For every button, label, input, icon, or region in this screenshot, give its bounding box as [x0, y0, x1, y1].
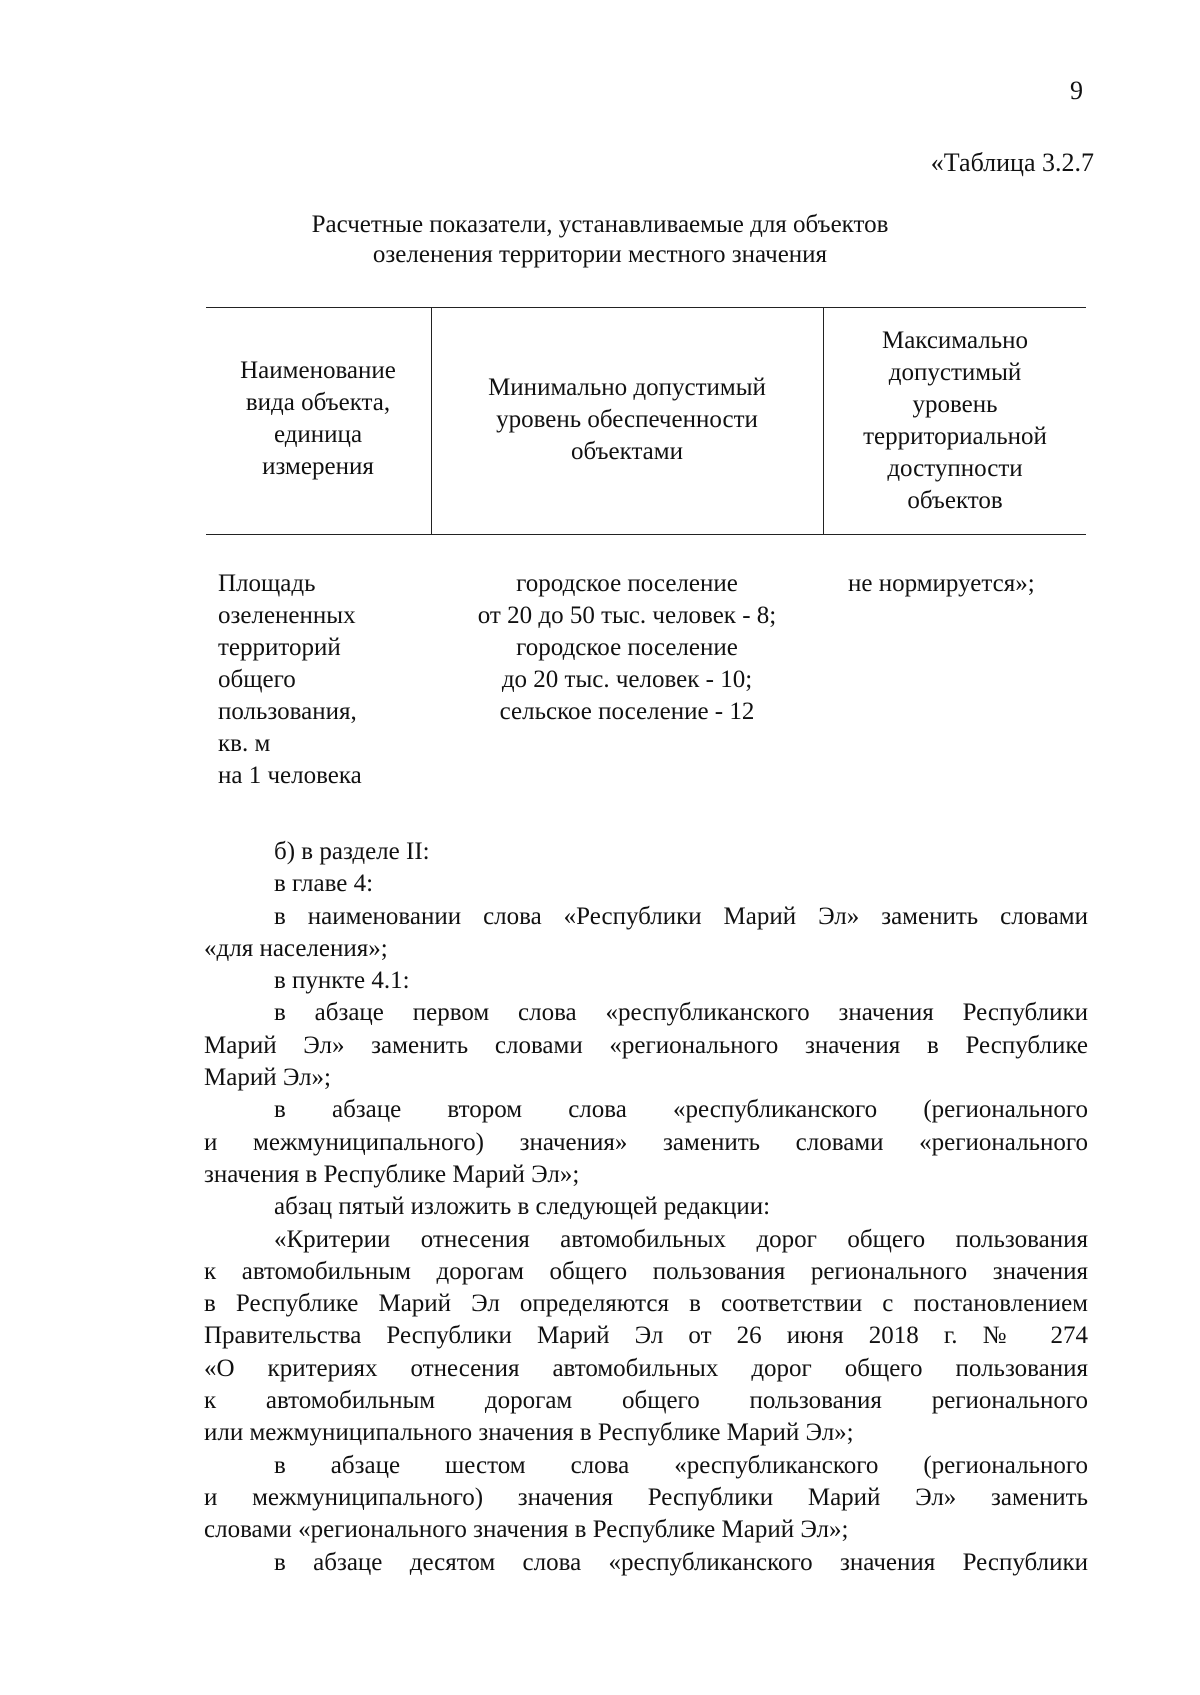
table-top-rule: [206, 307, 1086, 308]
cell-line: кв. м: [218, 730, 271, 757]
body-line: Марий Эл»;: [204, 1064, 331, 1092]
table-header-rule: [206, 534, 1086, 535]
body-line: в Республике Марий Эл определяются в соответствии с постановлением: [204, 1290, 1088, 1318]
body-line: «для населения»;: [204, 934, 388, 962]
table-cell-object-name: [218, 568, 428, 792]
page-number: 9: [1070, 76, 1083, 105]
cell-line: на 1 человека: [218, 762, 362, 789]
body-line: в абзаце шестом слова «республиканского (регионального: [274, 1451, 1088, 1479]
body-line: в наименовании слова «Республики Марий Эл» заменить словами: [274, 902, 1088, 930]
body-line: к автомобильным дорогам общего пользования регионального: [204, 1387, 1088, 1415]
header-line: единица: [273, 421, 363, 448]
body-line: и межмуниципального) значения» заменить словами «регионального: [204, 1128, 1088, 1156]
body-line: в абзаце первом слова «республиканского значения Республики: [274, 999, 1088, 1027]
cell-line: сельское поселение - 12: [499, 698, 755, 725]
body-line: Марий Эл» заменить словами «регионального значения в Республике: [204, 1031, 1088, 1059]
body-line: в пункте 4.1:: [274, 967, 410, 995]
body-line: или межмуниципального значения в Республике Марий Эл»;: [204, 1419, 854, 1447]
cell-line: общего: [218, 666, 296, 693]
table-header-max-access: [824, 325, 1086, 517]
body-line: Правительства Республики Марий Эл от 26 июня 2018 г. № 274: [204, 1322, 1088, 1350]
body-line: абзац пятый изложить в следующей редакции:: [274, 1193, 771, 1221]
body-line: значения в Республике Марий Эл»;: [204, 1160, 580, 1188]
table-cell-min-level: [432, 568, 822, 728]
cell-line: городское поселение: [516, 634, 738, 661]
body-line: словами «регионального значения в Республике Марий Эл»;: [204, 1516, 849, 1544]
table-cell-max-access: [848, 568, 1035, 600]
cell-line: Площадь: [218, 570, 316, 597]
cell-line: озелененных: [218, 602, 356, 629]
table-header-min-level: [432, 372, 822, 468]
cell-line: пользования,: [218, 698, 357, 725]
cell-line: территорий: [218, 634, 341, 661]
header-line: измерения: [262, 453, 374, 480]
header-line: объектов: [907, 487, 1003, 514]
table-caption-line: Расчетные показатели, устанавливаемые для объектов: [311, 211, 889, 238]
table-label: «Таблица 3.2.7: [930, 148, 1094, 177]
body-line: в главе 4:: [274, 870, 374, 898]
body-line: «Критерии отнесения автомобильных дорог общего пользования: [274, 1225, 1088, 1253]
body-line: в абзаце втором слова «республиканского (регионального: [274, 1096, 1088, 1124]
header-line: территориальной: [863, 423, 1047, 450]
header-line: доступности: [887, 455, 1023, 482]
header-line: уровень: [912, 391, 998, 418]
body-line: и межмуниципального) значения Республики Марий Эл» заменить: [204, 1483, 1088, 1511]
cell-line: от 20 до 50 тыс. человек - 8;: [477, 602, 777, 629]
body-line: б) в разделе II:: [274, 838, 430, 865]
table-header-name: [206, 355, 430, 483]
table-caption-line: озеленения территории местного значения: [372, 241, 828, 268]
cell-line: до 20 тыс. человек - 10;: [501, 666, 753, 693]
body-line: в абзаце десятом слова «республиканского значения Республики: [274, 1548, 1088, 1576]
header-line: уровень обеспеченности: [496, 406, 758, 433]
cell-line: городское поселение: [516, 570, 738, 597]
table-caption: [0, 210, 1200, 270]
header-line: допустимый: [888, 359, 1022, 386]
header-line: Максимально: [881, 327, 1029, 354]
header-line: Наименование: [240, 357, 396, 384]
body-line: «О критериях отнесения автомобильных дорог общего пользования: [204, 1354, 1088, 1382]
header-line: Минимально допустимый: [488, 374, 766, 401]
header-line: вида объекта,: [245, 389, 391, 416]
body-line: к автомобильным дорогам общего пользования регионального значения: [204, 1257, 1088, 1285]
header-line: объектами: [571, 438, 683, 465]
document-body: [204, 836, 1088, 1579]
cell-line: не нормируется»;: [848, 570, 1035, 597]
